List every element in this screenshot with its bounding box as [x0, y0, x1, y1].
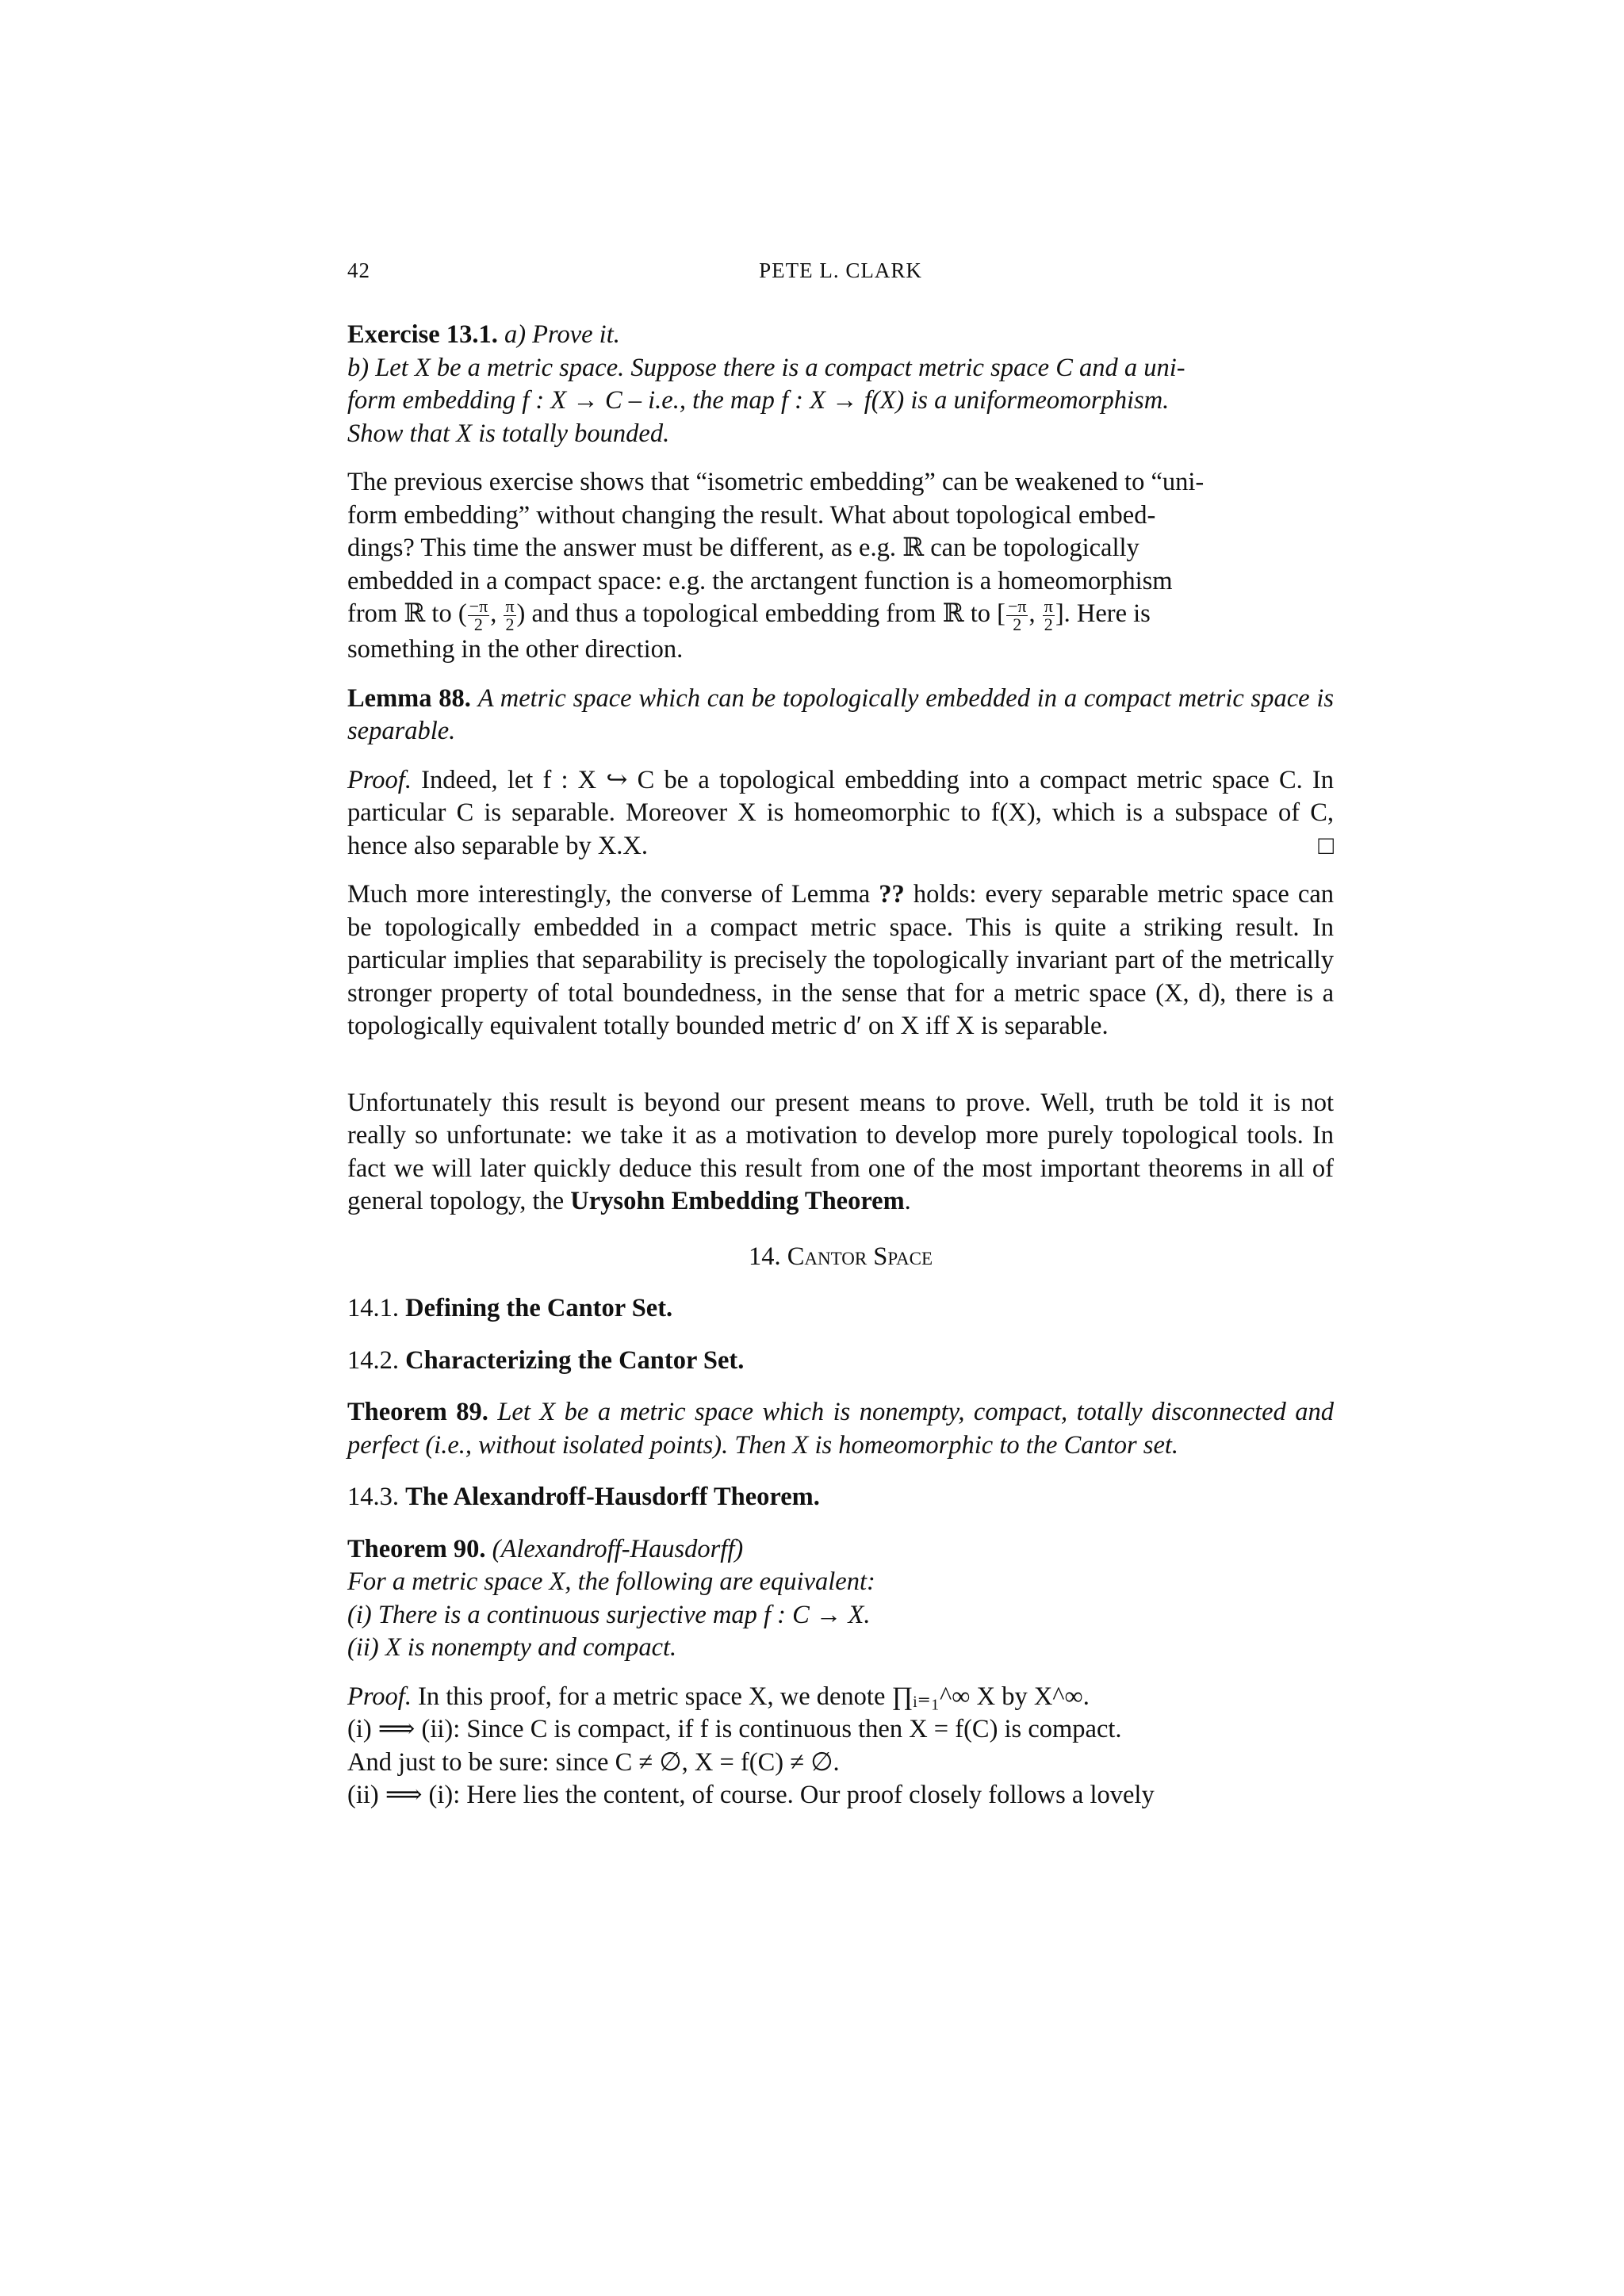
para1-line5-middle: ) and thus a topological embedding from ℝ to [ — [516, 599, 1005, 628]
section-title: Cantor Space — [787, 1242, 933, 1271]
fraction-numerator: −π — [1007, 596, 1027, 617]
para1-line6: something in the other direction. — [347, 635, 684, 664]
fraction-denominator: 2 — [473, 614, 483, 635]
para2-text-rest: holds: every separable metric space can be topologically embedded in a compact metric space. This is quite a striking result. In particular implies that separability is precisely the topologically invariant part of the metrically stronger property of total boundedness, in the sense that for a metric space (X, d), there is a topologically equivalent totally bounded metric d′ on X iff X is separable. — [347, 880, 1334, 1041]
subsection-title: The Alexandroff-Hausdorff Theorem. — [405, 1483, 820, 1512]
proof-line2: (i) ⟹ (ii): Since C is compact, if f is continuous then X = f(C) is compact. — [347, 1715, 1122, 1744]
fraction-neg-pi-over-2 — [1006, 598, 1028, 633]
section-number: 14. — [748, 1242, 781, 1271]
proof-theorem-90 — [347, 1681, 1334, 1812]
page-body — [347, 319, 1334, 1828]
fraction-numerator: π — [1044, 596, 1053, 617]
exercise-part-b-line1: b) Let X be a metric space. Suppose there is a compact metric space C and a uni- — [347, 353, 1185, 382]
section-14-heading — [347, 1241, 1334, 1274]
proof-label: Proof. — [347, 1682, 412, 1711]
theorem-attribution: (Alexandroff-Hausdorff) — [492, 1534, 744, 1563]
running-head: PETE L. CLARK — [759, 258, 922, 282]
theorem-label: Theorem 89. — [347, 1398, 488, 1427]
subsection-number: 14.1. — [347, 1294, 399, 1323]
subsection-14-1 — [347, 1292, 1334, 1326]
subsection-number: 14.2. — [347, 1345, 399, 1375]
theorem-label: Theorem 90. — [347, 1534, 486, 1563]
exercise-label: Exercise 13.1. — [347, 320, 498, 349]
fraction-numerator: π — [505, 596, 515, 617]
subsection-title: Defining the Cantor Set. — [405, 1294, 673, 1323]
para3-end: . — [904, 1187, 911, 1216]
lemma-label: Lemma 88. — [347, 683, 471, 713]
lemma-text: A metric space which can be topologically embedded in a compact metric space is separable. — [347, 683, 1335, 746]
lemma-88 — [347, 683, 1334, 748]
fraction-denominator: 2 — [1044, 614, 1053, 635]
proof-line3: And just to be sure: since C ≠ ∅, X = f(C) ≠ ∅. — [347, 1747, 840, 1777]
para1-line3: dings? This time the answer must be different, as e.g. ℝ can be topologically — [347, 534, 1139, 562]
unresolved-reference: ?? — [879, 880, 905, 909]
theorem-89 — [347, 1396, 1334, 1462]
theorem-90-line4: (ii) X is nonempty and compact. — [347, 1633, 677, 1663]
subsection-title: Characterizing the Cantor Set. — [405, 1345, 745, 1375]
fraction-denominator: 2 — [1013, 614, 1022, 635]
fraction-neg-pi-over-2 — [468, 598, 490, 633]
theorem-text: Let X be a metric space which is nonempty, compact, totally disconnected and perfect (i.e., without isolated points). Then X is homeomorphic to the Cantor set. — [347, 1398, 1335, 1460]
proof-line1: In this proof, for a metric space X, we denote ∏ᵢ₌₁^∞ X by X^∞. — [418, 1682, 1090, 1711]
subsection-14-3 — [347, 1481, 1334, 1514]
exercise-part-b-line3: Show that X is totally bounded. — [347, 419, 670, 448]
subsection-14-2 — [347, 1345, 1334, 1378]
page-number: 42 — [347, 258, 370, 282]
qed-box-icon: □ — [1318, 831, 1334, 860]
proof-lemma-88 — [347, 764, 1334, 863]
para1-line4: embedded in a compact space: e.g. the arctangent function is a homeomorphism — [347, 566, 1173, 595]
proof-line4: (ii) ⟹ (i): Here lies the content, of course. Our proof closely follows a lovely — [347, 1781, 1155, 1810]
page-header — [347, 258, 1334, 290]
paragraph-converse — [347, 878, 1334, 1043]
para1-line5-start: from ℝ to ( — [347, 599, 467, 628]
proof-label: Proof. — [347, 765, 412, 794]
para1-line1: The previous exercise shows that “isometric embedding” can be weakened to “uni- — [347, 468, 1205, 496]
para2-text-start: Much more interestingly, the converse of Lemma — [347, 880, 879, 909]
exercise-part-a: a) Prove it. — [504, 320, 620, 349]
para1-line5-end: ]. Here is — [1055, 599, 1151, 628]
para1-line5: from ℝ to ( $\frac{-\pi}{2}$ , $\frac{\pi}{2}$ ) and thus a topological embedding from ℝ to [ $\frac{-\pi}{2}$ , $\frac{\pi}{2}$ ]. Here is — [347, 596, 1151, 635]
para3-text: Unfortunately this result is beyond our present means to prove. Well, truth be told it is not really so unfortunate: we take it as a motivation to develop more purely topological tools. In fact we will later quickly deduce this result from one of the most important theorems in all of general topology, the — [347, 1088, 1334, 1216]
paragraph-embedding-discussion — [347, 466, 1334, 667]
fraction-pi-over-2 — [1043, 598, 1055, 633]
theorem-90-line3: (i) There is a continuous surjective map f : C → X. — [347, 1600, 871, 1629]
urysohn-theorem-name: Urysohn Embedding Theorem — [570, 1187, 905, 1216]
fraction-pi-over-2 — [504, 598, 515, 633]
subsection-number: 14.3. — [347, 1483, 399, 1512]
theorem-90 — [347, 1533, 1334, 1665]
para1-line2: form embedding” without changing the result. What about topological embed- — [347, 500, 1156, 530]
fraction-denominator: 2 — [505, 614, 515, 635]
exercise-part-b-line2: form embedding f : X → C – i.e., the map f : X → f(X) is a uniformeomorphism. — [347, 386, 1170, 415]
fraction-numerator: −π — [469, 596, 488, 617]
theorem-90-line2: For a metric space X, the following are equivalent: — [347, 1567, 875, 1597]
exercise-13-1 — [347, 319, 1334, 450]
paragraph-urysohn — [347, 1087, 1334, 1219]
proof-text: Indeed, let f : X ↪ C be a topological embedding into a compact metric space C. In particular C is separable. Moreover X is homeomorphic to f(X), which is a subspace of C, hence also separable by X.X. — [347, 765, 1335, 860]
